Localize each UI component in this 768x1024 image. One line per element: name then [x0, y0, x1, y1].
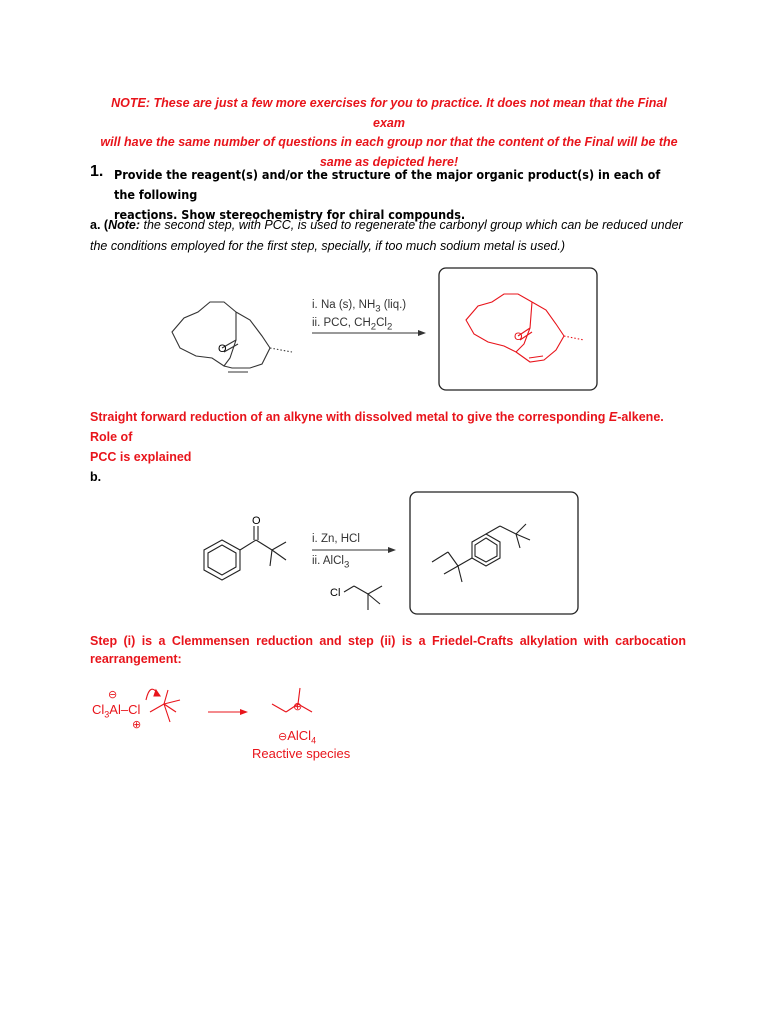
reactant-b-chlorine: Cl	[330, 587, 341, 599]
product-a-structure	[466, 294, 584, 362]
part-a-text-2: the conditions employed for the first step, specially, if too much sodium metal is used.)	[90, 239, 565, 253]
question-line-2: reactions. Show stereochemistry for chiral compounds.	[114, 207, 466, 222]
e-descriptor: E	[608, 410, 618, 424]
part-b-reagent-2: ii. AlCl$_3$	[312, 555, 350, 571]
part-b-answer-2: rearrangement:	[90, 652, 182, 666]
part-b-reagents	[312, 532, 360, 572]
part-b-label: b.	[90, 470, 102, 484]
product-b-box	[410, 492, 578, 614]
note-line-3: same as depicted here!	[319, 154, 459, 169]
product-a-oxygen: O	[514, 331, 523, 343]
product-b-structure	[432, 524, 530, 582]
mechanism-structure	[146, 688, 312, 722]
part-a-reagents	[312, 298, 406, 335]
part-a-text-1: the second step, with PCC, is used to regenerate the carbonyl group which can be reduced under	[140, 218, 683, 232]
reactant-b-oxygen: O	[252, 515, 261, 527]
mechanism-arrow-head	[240, 709, 248, 715]
question-number: 1.	[90, 163, 104, 180]
question-line-1: Provide the reagent(s) and/or the structure of the major organic product(s) in each of the following	[114, 167, 661, 202]
carbocation-plus-charge: ⊕	[293, 701, 303, 713]
reactive-species-label: Reactive species	[252, 746, 351, 761]
part-a-note-word: Note:	[108, 218, 141, 232]
reactant-a-structure	[172, 302, 292, 372]
reactant-a-oxygen: O	[218, 343, 227, 355]
product-a-box	[439, 268, 597, 390]
reaction-arrow-b-head	[388, 547, 396, 553]
note-line-1: NOTE: These are just a few more exercises for you to practice. It does not mean that the Final exam	[111, 96, 667, 130]
part-b-reagent-1: i. Zn, HCl	[312, 533, 360, 545]
part-a-reagent-1: i. Na (s), $NH_3$ (liq.)	[312, 299, 407, 315]
mechanism-minus-charge: ⊖	[108, 689, 118, 701]
neopentyl-chloride-structure	[344, 586, 382, 610]
part-b-answer: Step (i) is a Clemmensen reduction and step (ii) is a Friedel-Crafts alkylation with carbocation	[90, 634, 686, 648]
mechanism-reactant-label: $Cl_3Al-Cl$	[92, 702, 141, 720]
note-line-2: will have the same number of questions in each group nor that the content of the Final will be the	[100, 135, 678, 149]
alcl4-label: ⊖AlCl$_4$	[278, 728, 317, 746]
reaction-arrow-a-head	[418, 330, 426, 336]
reactant-b-structure	[204, 526, 286, 580]
part-a-reagent-2: ii. PCC, $CH_2Cl_2$	[312, 317, 393, 333]
part-a-label: a. (	[90, 218, 109, 232]
part-a-answer: Straight forward reduction of an alkyne with dissolved metal to give the corresponding E-alkene. Role of PCC is explained	[90, 410, 664, 464]
mechanism-plus-charge: ⊕	[132, 719, 142, 731]
